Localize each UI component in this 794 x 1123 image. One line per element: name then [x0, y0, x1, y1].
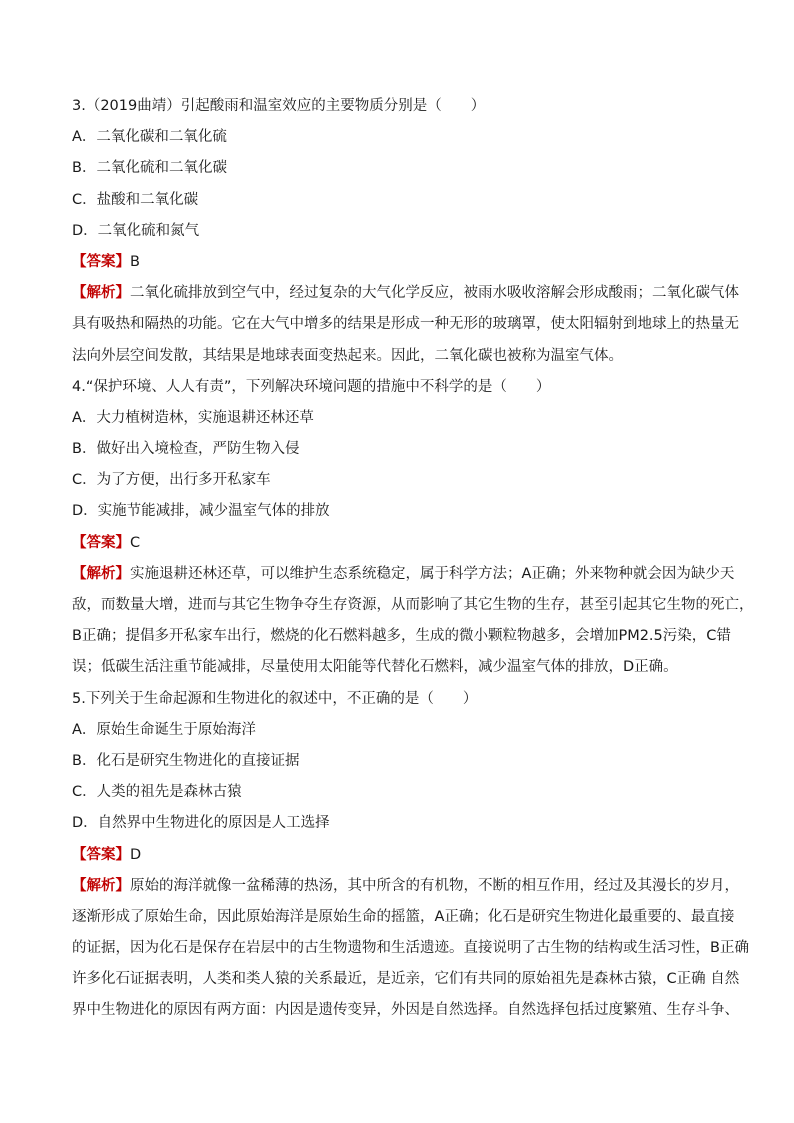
answer-option — [72, 720, 722, 751]
answer-option — [72, 408, 722, 439]
line-text: C．为了方便，出行多开私家车 — [72, 472, 271, 489]
document-page — [72, 96, 754, 1032]
line-text: 逐渐形成了原始生命，因此原始海洋是原始生命的摇篮，A正确；化石是研究生物进化最重要的、最直接 — [72, 908, 735, 925]
line-text: A．二氧化碳和二氧化硫 — [72, 129, 227, 146]
line-text: 的证据，因为化石是保存在岩层中的古生物遗物和生活遗迹。直接说明了古生物的结构或生活习性，B正确 — [72, 940, 749, 957]
explanation-continuation — [72, 657, 722, 688]
line-text: D．自然界中生物进化的原因是人工选择 — [72, 815, 330, 832]
line-text: C．盐酸和二氧化碳 — [72, 191, 199, 208]
line-text: D．二氧化硫和氮气 — [72, 222, 200, 239]
answer-option — [72, 190, 722, 221]
answer-option — [72, 221, 722, 252]
line-text: 二氧化硫排放到空气中，经过复杂的大气化学反应，被雨水吸收溶解会形成酸雨；二氧化碳气体 — [130, 285, 739, 302]
line-text: 误；低碳生活注重节能减排，尽量使用太阳能等代替化石燃料，减少温室气体的排放，D正确。 — [72, 659, 678, 676]
answer-option — [72, 751, 722, 782]
explanation-continuation — [72, 314, 739, 345]
answer-option — [72, 501, 722, 532]
explanation-line — [72, 283, 739, 314]
line-text: 法向外层空间发散，其结果是地球表面变热起来。因此，二氧化碳也被称为温室气体。 — [72, 347, 623, 364]
answer-line — [72, 845, 722, 876]
line-text: C．人类的祖先是森林古猿 — [72, 784, 242, 801]
explanation-continuation — [72, 1000, 739, 1031]
answer-line — [72, 533, 722, 564]
line-text: 5.下列关于生命起源和生物进化的叙述中，不正确的是（ ） — [72, 690, 478, 707]
explanation-continuation — [72, 938, 749, 969]
explanation-continuation — [72, 907, 735, 938]
line-text: A．原始生命诞生于原始海洋 — [72, 721, 256, 738]
explanation-continuation — [72, 346, 722, 377]
line-text: 实施退耕还林还草，可以维护生态系统稳定，属于科学方法；A正确；外来物种就会因为缺少天 — [130, 565, 735, 582]
answer-option — [72, 782, 722, 813]
line-text: 许多化石证据表明，人类和类人猿的关系最近，是近亲，它们有共同的原始祖先是森林古猿，C正确 自然 — [72, 971, 740, 988]
explanation-continuation — [72, 626, 731, 657]
answer-option — [72, 127, 722, 158]
answer-option — [72, 439, 722, 470]
line-text: B．化石是研究生物进化的直接证据 — [72, 752, 300, 769]
explanation-continuation — [72, 969, 740, 1000]
explanation-line — [72, 876, 739, 907]
answer-label: 【答案】 — [72, 534, 130, 551]
answer-line — [72, 252, 722, 283]
question-stem — [72, 96, 722, 127]
line-text: B．做好出入境检查，严防生物入侵 — [72, 441, 300, 458]
line-text: 敌，而数量大增，进而与其它生物争夺生存资源，从而影响了其它生物的生存，甚至引起其它生物的死亡， — [72, 597, 754, 613]
answer-option — [72, 470, 722, 501]
explanation-continuation — [72, 595, 754, 626]
explanation-label: 【解析】 — [72, 565, 130, 582]
answer-option — [72, 813, 722, 844]
answer-value: C — [130, 534, 141, 551]
line-text: B．二氧化硫和二氧化碳 — [72, 160, 227, 177]
line-text: D．实施节能减排，减少温室气体的排放 — [72, 503, 330, 520]
line-text: 3.（2019曲靖）引起酸雨和温室效应的主要物质分别是（ ） — [72, 98, 486, 114]
explanation-line — [72, 564, 735, 595]
answer-option — [72, 158, 722, 189]
answer-value: D — [130, 846, 142, 863]
line-text: 4.“保护环境、人人有责”，下列解决环境问题的措施中不科学的是（ ） — [72, 378, 551, 395]
answer-label: 【答案】 — [72, 253, 130, 270]
question-stem — [72, 689, 722, 720]
line-text: 界中生物进化的原因有两方面：内因是遗传变异，外因是自然选择。自然选择包括过度繁殖、生存斗争、 — [72, 1002, 739, 1019]
explanation-label: 【解析】 — [72, 877, 130, 894]
question-stem — [72, 377, 722, 408]
answer-label: 【答案】 — [72, 846, 130, 863]
line-text: A．大力植树造林，实施退耕还林还草 — [72, 409, 314, 426]
answer-value: B — [130, 253, 140, 270]
line-text: B正确；提倡多开私家车出行，燃烧的化石燃料越多，生成的微小颗粒物越多，会增加PM2.5污染，C错 — [72, 628, 731, 645]
line-text: 具有吸热和隔热的功能。它在大气中增多的结果是形成一种无形的玻璃罩，使太阳辐射到地球上的热量无 — [72, 316, 739, 333]
explanation-label: 【解析】 — [72, 285, 130, 302]
line-text: 原始的海洋就像一盆稀薄的热汤，其中所含的有机物，不断的相互作用，经过及其漫长的岁月， — [130, 877, 739, 894]
